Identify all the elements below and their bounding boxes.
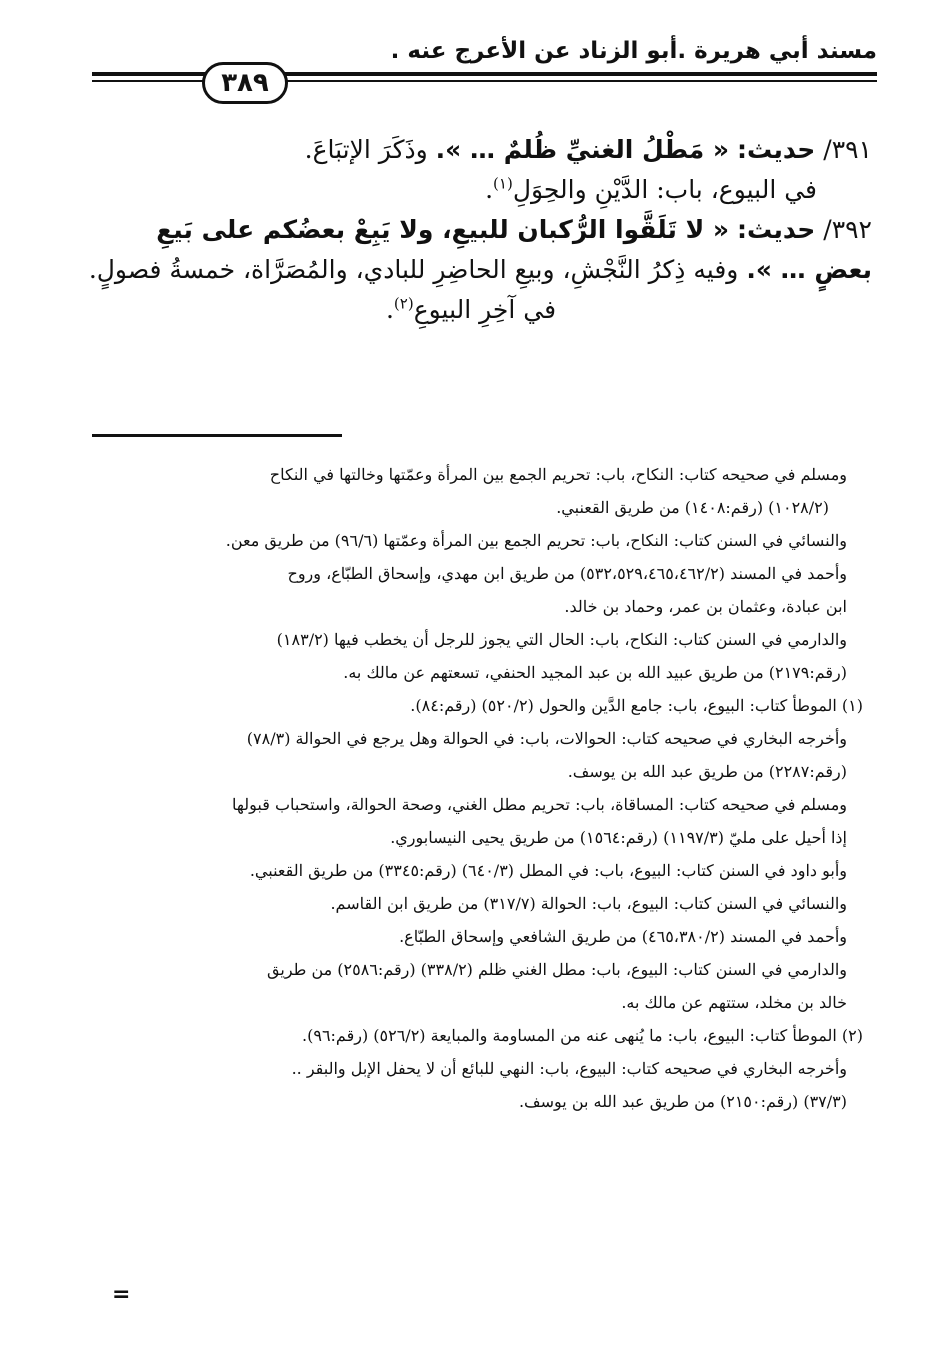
hadith-quote: « مَطْلُ الغنيِّ ظُلمٌ … ». [435,135,730,164]
running-title: مسند أبي هريرة .أبو الزناد عن الأعرج عنه . [390,38,877,64]
hadith-number: ٣٩٢/ [823,215,872,244]
hadith-comment: وذَكَرَ الإتبَاعَ. [304,135,428,164]
footnote-line: (١٠٢٨/٢) (رقم:١٤٠٨) من طريق القعنبي. [556,498,829,517]
footnote-line: (رقم:٢١٧٩) من طريق عبيد الله بن عبد المجيد الحنفي، تسعتهم عن مالك به. [343,663,847,682]
footnote-line: وأحمد في المسند (٤٦٥،٣٨٠/٢) من طريق الشافعي وإسحاق الطبّاع. [399,927,847,946]
hadith-391-line [70,130,872,170]
footnote-line: وأحمد في المسند (٥٣٢،٥٢٩،٤٦٥،٤٦٢/٢) من طريق ابن مهدي، وإسحاق الطبّاع، وروح [287,564,847,583]
footnote-line: والدارمي في السنن كتاب: البيوع، باب: مطل الغني ظلم (٣٣٨/٢) (رقم:٢٥٨٦) من طريق [267,960,847,979]
footnote-line: ومسلم في صحيحه كتاب: النكاح، باب: تحريم الجمع بين المرأة وعمّتها وخالتها في النكاح [269,465,847,484]
hadith-label: حديث: [737,215,816,244]
page-header [92,38,877,98]
hadith-392-line-2 [70,250,872,290]
hadith-comment: وفيه ذِكرُ النَّجْشِ، وبيعِ الحاضِرِ للبادي، والمُصَرَّاة، خمسةُ فصولٍ. [88,255,739,284]
footnote-ref: (١) [493,174,513,193]
footnote-divider [92,434,342,437]
footnote-2: (٢) الموطأ كتاب: البيوع، باب: ما يُنهى عنه من المساومة والمبايعة (٥٢٦/٢) (رقم:٩٦). [302,1026,863,1045]
footnote-line: والنسائي في السنن كتاب: النكاح، باب: تحريم الجمع بين المرأة وعمّتها (٩٦/٦) من طريق معن. [225,531,847,550]
footnote-line: ومسلم في صحيحه كتاب: المساقاة، باب: تحريم مطل الغني، وصحة الحوالة، واستحباب قبولها [232,795,847,814]
footnote-line: خالد بن مخلد، ستتهم عن مالك به. [621,993,847,1012]
hadith-392-source [70,290,872,330]
footnote-line: وأبو داود في السنن كتاب: البيوع، باب: في المطل (٦٤٠/٣) (رقم:٣٣٤٥) من طريق القعنبي. [249,861,847,880]
footnote-line: إذا أحيل على مليّ (١١٩٧/٣) (رقم:١٥٦٤) من طريق يحيى النيسابوري. [390,828,847,847]
main-text [70,130,872,330]
footnote-1: (١) الموطأ كتاب: البيوع، باب: جامع الدَّين والحول (٥٢٠/٢) (رقم:٨٤). [410,696,863,715]
footnote-line: (٣٧/٣) (رقم:٢١٥٠) من طريق عبد الله بن يوسف. [518,1092,847,1111]
source-text: في آخِرِ البيوعِ [413,295,557,324]
page-number: ٣٨٩ [202,62,288,104]
footnote-line: والنسائي في السنن كتاب: البيوع، باب: الحوالة (٣١٧/٧) من طريق ابن القاسم. [330,894,847,913]
hadith-quote: « لا تَلَقَّوا الرُّكبان للبيعِ، ولا يَبِعْ بعضُكم على بَيعِ [156,215,730,244]
footnote-line: (رقم:٢٢٨٧) من طريق عبد الله بن يوسف. [567,762,847,781]
footnote-ref: (٢) [393,294,414,313]
footnote-line: وأخرجه البخاري في صحيحه كتاب: الحوالات، باب: في الحوالة وهل يرجع في الحوالة (٧٨/٣) [246,729,847,748]
source-text: في البيوع، باب: الدَّيْنِ والحِوَلِ [512,175,817,204]
source-end: . [385,295,394,324]
hadith-label: حديث: [737,135,816,164]
source-end: . [485,175,494,204]
hadith-391-source [70,170,872,210]
footnote-line: والدارمي في السنن كتاب: النكاح، باب: الحال التي يجوز للرجل أن يخطب فيها (١٨٣/٢) [276,630,847,649]
hadith-quote-end: بعضٍ … ». [746,255,872,284]
footnote-line: ابن عبادة، وعثمان بن عمر، وحماد بن خالد. [564,597,847,616]
footnote-line: وأخرجه البخاري في صحيحه كتاب: البيوع، باب: النهي للبائع أن لا يحفل الإبل والبقر .. [291,1059,847,1078]
continuation-mark: = [112,1282,131,1307]
hadith-number: ٣٩١/ [823,135,872,164]
hadith-392-line [70,210,872,250]
footnotes [100,458,863,1118]
